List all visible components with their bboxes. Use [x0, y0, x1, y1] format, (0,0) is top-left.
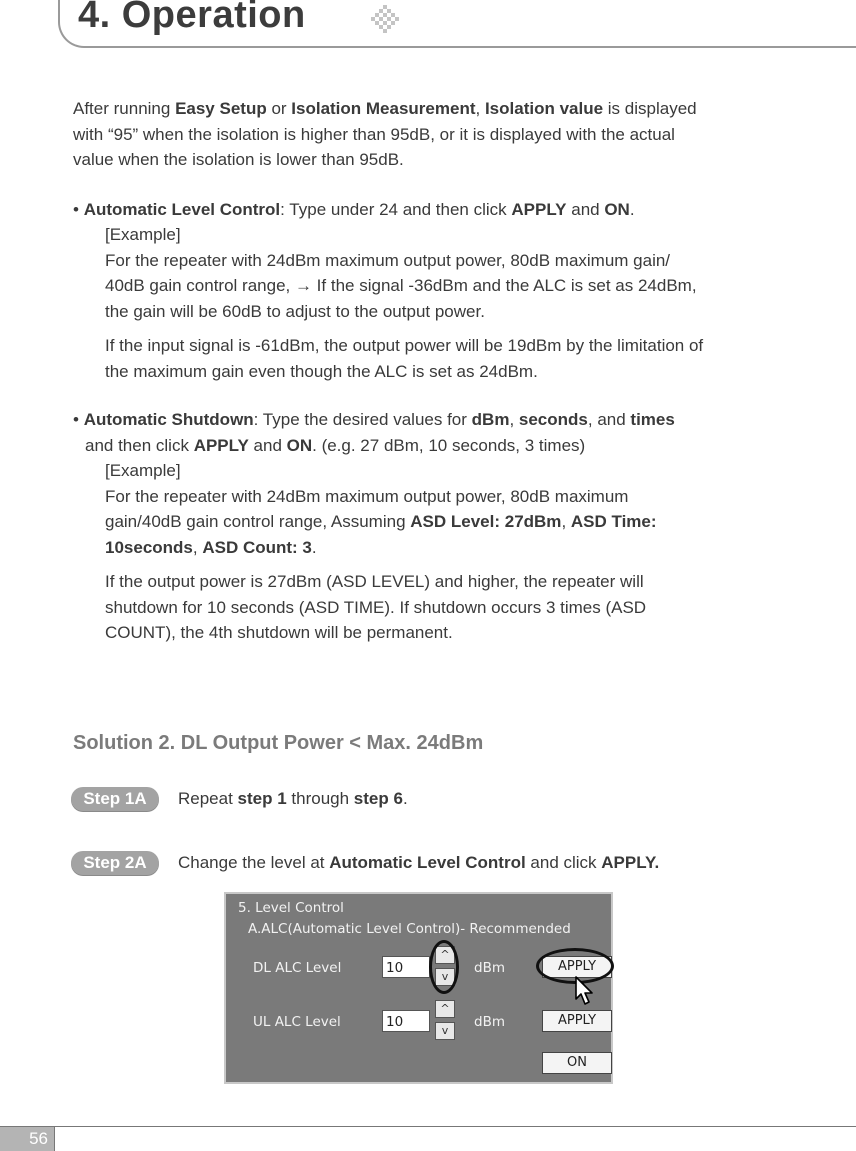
asd-time-term: ASD Time: — [570, 512, 657, 531]
asd-text: . (e.g. 27 dBm, 10 seconds, 3 times) — [312, 435, 586, 455]
dl-spin-up-button[interactable]: ^ — [435, 946, 455, 964]
step-text: through — [286, 789, 354, 808]
intro-text: , — [475, 99, 485, 118]
isolation-measurement-term: Isolation Measurement — [291, 99, 476, 118]
on-term: ON — [604, 200, 630, 219]
step-2a-badge: Step 2A — [71, 851, 159, 875]
intro-line: value when the isolation is lower than 95dB. — [73, 150, 404, 169]
alc-text: and — [566, 200, 605, 219]
asd-example — [105, 458, 785, 646]
example-line: 40dB gain control range, → If the signal -36dBm and the ALC is set as 24dBm, — [105, 276, 697, 295]
example-text: , — [192, 537, 203, 557]
on-button[interactable]: ON — [542, 1052, 612, 1074]
intro-text: After running — [73, 99, 176, 118]
example-text: . — [311, 537, 317, 557]
page-number-divider — [54, 1127, 55, 1151]
asd-count-term: ASD Count: 3 — [202, 537, 312, 557]
step-text: . — [402, 789, 408, 808]
example-line: For the repeater with 24dBm maximum output power, 80dB maximum — [105, 486, 629, 506]
alc-bullet — [73, 197, 793, 223]
on-term: ON — [286, 435, 313, 455]
dl-unit-label: dBm — [474, 960, 505, 976]
dl-apply-button[interactable]: APPLY — [542, 956, 612, 978]
example-line: If the output power is 27dBm (ASD LEVEL) and higher, the repeater will — [105, 572, 644, 591]
solution-heading: Solution 2. DL Output Power < Max. 24dBm — [73, 732, 484, 754]
example-label: [Example] — [105, 225, 181, 244]
dbm-term: dBm — [471, 410, 510, 429]
dl-spin-down-button[interactable]: v — [435, 968, 455, 986]
asd-text: and — [248, 435, 287, 455]
apply-term: APPLY — [511, 200, 567, 219]
example-line: COUNT), the 4th shutdown will be permanent. — [105, 623, 453, 642]
times-term: times — [630, 410, 675, 429]
section-title: 4. Operation — [78, 0, 306, 36]
alc-text: : Type under 24 and then click — [280, 200, 512, 219]
step-2a-text — [178, 853, 659, 873]
step-1a-text — [178, 789, 408, 809]
example-line: the maximum gain even though the ALC is set as 24dBm. — [105, 361, 538, 381]
ul-alc-input[interactable]: 10 — [382, 1010, 430, 1032]
step-1a-badge: Step 1A — [71, 787, 159, 811]
panel-subtitle: A.ALC(Automatic Level Control)- Recommended — [248, 921, 571, 937]
asd-text: and then click — [85, 435, 194, 455]
dl-alc-input[interactable]: 10 — [382, 956, 430, 978]
panel-title: 5. Level Control — [238, 900, 344, 916]
asd-level-term: ASD Level: 27dBm — [410, 512, 562, 531]
level-control-panel — [224, 892, 613, 1084]
bullet: • — [73, 410, 84, 429]
asd-time-term: 10seconds — [105, 537, 193, 557]
apply-term: APPLY — [193, 435, 249, 455]
asd-text: , — [509, 410, 519, 429]
step-text: Repeat — [178, 789, 238, 808]
example-line: For the repeater with 24dBm maximum output power, 80dB maximum gain/ — [105, 250, 671, 270]
asd-title: Automatic Shutdown — [83, 410, 254, 429]
seconds-term: seconds — [518, 410, 588, 429]
step-ref: step 1 — [237, 789, 287, 808]
intro-text: is displayed — [603, 99, 697, 118]
isolation-value-term: Isolation value — [484, 99, 604, 118]
intro-paragraph — [73, 96, 773, 173]
intro-text: or — [266, 99, 292, 118]
alc-title: Automatic Level Control — [83, 200, 281, 219]
apply-term: APPLY. — [601, 853, 660, 872]
alc-text: . — [629, 200, 635, 219]
checker-decoration-icon — [370, 4, 404, 38]
asd-bullet — [73, 407, 793, 458]
example-text: , — [561, 512, 571, 531]
mouse-pointer-icon — [574, 975, 596, 1007]
step-ref: step 6 — [353, 789, 403, 808]
alc-example — [105, 222, 785, 384]
easy-setup-term: Easy Setup — [175, 99, 267, 118]
example-text: gain/40dB gain control range, Assuming — [105, 512, 411, 531]
footer-rule — [0, 1126, 856, 1127]
ul-unit-label: dBm — [474, 1014, 505, 1030]
bullet: • — [73, 200, 84, 219]
asd-text: , and — [587, 410, 631, 429]
asd-text: : Type the desired values for — [253, 410, 472, 429]
example-line: If the input signal is -61dBm, the output power will be 19dBm by the limitation of — [105, 336, 704, 355]
ul-alc-label: UL ALC Level — [253, 1014, 341, 1030]
ul-spin-up-button[interactable]: ^ — [435, 1000, 455, 1018]
dl-alc-label: DL ALC Level — [253, 960, 342, 976]
example-line: the gain will be 60dB to adjust to the output power. — [105, 301, 485, 321]
example-label: [Example] — [105, 461, 181, 480]
step-text: and click — [525, 853, 602, 872]
example-line: shutdown for 10 seconds (ASD TIME). If shutdown occurs 3 times (ASD — [105, 597, 647, 617]
intro-line: with “95” when the isolation is higher than 95dB, or it is displayed with the actual — [73, 124, 675, 144]
ul-apply-button[interactable]: APPLY — [542, 1010, 612, 1032]
ul-spin-down-button[interactable]: v — [435, 1022, 455, 1040]
page-number: 56 — [0, 1127, 54, 1151]
alc-term: Automatic Level Control — [329, 853, 526, 872]
step-text: Change the level at — [178, 853, 330, 872]
